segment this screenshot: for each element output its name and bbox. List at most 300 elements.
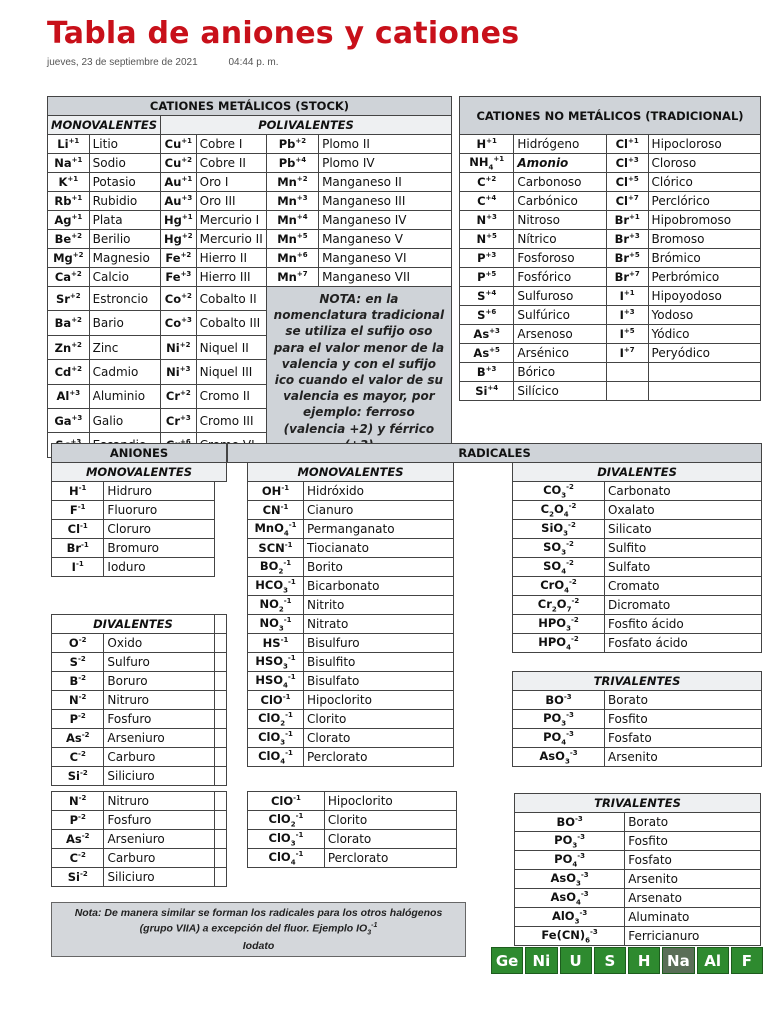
- ion-symbol: $S^{+6}$: [460, 306, 514, 325]
- ion-symbol: $Br^{+1}$: [606, 211, 648, 230]
- ion-symbol: $As^{+5}$: [460, 344, 514, 363]
- ion-symbol: $Zn^{+2}$: [48, 335, 90, 359]
- ion-name: Plomo IV: [319, 154, 452, 173]
- table-row: [52, 792, 227, 811]
- ion-symbol: $PO_4^{-3}$: [513, 729, 605, 748]
- post-time: 04:44 p. m.: [228, 57, 279, 68]
- ion-name: Manganeso VII: [319, 268, 452, 287]
- spacer: [454, 615, 513, 634]
- ion-name: Arsénico: [514, 344, 606, 363]
- ion-symbol: $HSO_4^{-1}$: [248, 672, 304, 691]
- ion-name: Aluminato: [625, 908, 761, 927]
- table-row: [228, 634, 762, 653]
- halogen-note-sup: -1: [371, 922, 378, 930]
- ion-name: Permanganato: [304, 520, 454, 539]
- ion-name: Rubidio: [89, 192, 160, 211]
- table-row: [515, 851, 761, 870]
- table-row: [228, 691, 762, 710]
- header-row: [52, 444, 227, 463]
- ion-name: Sulfito: [605, 539, 762, 558]
- ion-symbol: $Mn^{+4}$: [266, 211, 318, 230]
- spacer: [454, 653, 513, 672]
- logo-element-tile: Na: [662, 947, 694, 974]
- table-row: [460, 306, 761, 325]
- aniones-grid: [51, 443, 227, 786]
- page-title: Tabla de aniones y cationes: [47, 16, 520, 51]
- ion-name: Carbónico: [514, 192, 606, 211]
- cationes-metalicos-table: [47, 96, 452, 458]
- trivalentes-repeat-grid: [514, 793, 761, 946]
- ion-name: [648, 382, 760, 401]
- tri-label: TRIVALENTES: [513, 672, 762, 691]
- table-row: [460, 268, 761, 287]
- table-row: [52, 653, 227, 672]
- spacer: [52, 577, 227, 596]
- ion-name: Ferricianuro: [625, 927, 761, 946]
- spacer: [228, 672, 248, 691]
- ion-symbol: $Si^{+4}$: [460, 382, 514, 401]
- spacer-row: [52, 577, 227, 596]
- ion-name: Amonio: [514, 154, 606, 173]
- table-row: [52, 520, 227, 539]
- ion-symbol: $P^{+3}$: [460, 249, 514, 268]
- table-row: [515, 870, 761, 889]
- radicales-grid: [227, 443, 762, 767]
- ion-symbol: $BO_2^{-1}$: [248, 558, 304, 577]
- ion-name: Hidrógeno: [514, 135, 606, 154]
- ion-symbol: $H^{-1}$: [52, 482, 104, 501]
- ion-name: Peryódico: [648, 344, 760, 363]
- table-row: [48, 268, 452, 287]
- ion-symbol: $Si^{-2}$: [52, 868, 104, 887]
- spacer: [454, 501, 513, 520]
- ion-symbol: $O^{-2}$: [52, 634, 104, 653]
- table-row: [460, 363, 761, 382]
- halogen-note-sub: 3: [367, 929, 372, 937]
- ion-name: Nitruro: [104, 792, 215, 811]
- table-row: [52, 539, 227, 558]
- spacer: [214, 653, 226, 672]
- spacer: [454, 482, 513, 501]
- ion-symbol: $PO_3^{-3}$: [513, 710, 605, 729]
- spacer: [228, 729, 248, 748]
- ion-name: Arsenoso: [514, 325, 606, 344]
- mono-label: MONOVALENTES: [48, 116, 161, 135]
- ion-symbol: $SO_4^{-2}$: [513, 558, 605, 577]
- ion-name: Niquel III: [196, 360, 266, 384]
- ion-name: Plomo II: [319, 135, 452, 154]
- ion-symbol: $I^{-1}$: [52, 558, 104, 577]
- table-row: [460, 344, 761, 363]
- ion-name: Cromo II: [196, 384, 266, 408]
- table-row: [52, 634, 227, 653]
- ion-symbol: $BO^{-3}$: [513, 691, 605, 710]
- ion-symbol: $As^{-2}$: [52, 830, 104, 849]
- cationes-no-metalicos-grid: [459, 96, 761, 401]
- table-row: [48, 230, 452, 249]
- header-row: [460, 97, 761, 135]
- ion-name: Estroncio: [89, 287, 160, 311]
- ion-name: Oxido: [104, 634, 215, 653]
- spacer: [454, 463, 513, 482]
- ion-name: Manganeso IV: [319, 211, 452, 230]
- ion-name: Arsenito: [625, 870, 761, 889]
- ion-symbol: $Fe^{+3}$: [161, 268, 197, 287]
- ion-symbol: $Fe(CN)_6^{-3}$: [515, 927, 625, 946]
- ion-symbol: $HCO_3^{-1}$: [248, 577, 304, 596]
- di-label: DIVALENTES: [513, 463, 762, 482]
- spacer: [214, 634, 226, 653]
- spacer-row: [52, 596, 227, 615]
- ion-name: Cadmio: [89, 360, 160, 384]
- ion-symbol: $Si^{-2}$: [52, 767, 104, 786]
- ion-symbol: [606, 382, 648, 401]
- subheader-row: [52, 615, 227, 634]
- spacer: [228, 501, 248, 520]
- ion-symbol: $B^{+3}$: [460, 363, 514, 382]
- ion-symbol: ClO$_3^{-1}$: [248, 729, 304, 748]
- ion-name: Arsenato: [625, 889, 761, 908]
- table-title: ANIONES: [52, 444, 227, 463]
- table-row: [52, 710, 227, 729]
- ion-symbol: $HPO_3^{-2}$: [513, 615, 605, 634]
- table-row: [228, 710, 762, 729]
- ion-name: Siliciuro: [104, 868, 215, 887]
- ion-name: Nitrato: [304, 615, 454, 634]
- ion-symbol: $Cr^{+3}$: [161, 409, 197, 433]
- table-row: [248, 830, 457, 849]
- spacer: [214, 792, 226, 811]
- spacer: [454, 520, 513, 539]
- cationes-metalicos-grid: [47, 96, 452, 458]
- table-row: [228, 748, 762, 767]
- table-row: [48, 154, 452, 173]
- ion-symbol: $Ni^{+2}$: [161, 335, 197, 359]
- aniones-repeat-table: [51, 791, 227, 887]
- spacer: [214, 830, 226, 849]
- ion-symbol: $Cd^{+2}$: [48, 360, 90, 384]
- ion-symbol: $N^{+5}$: [460, 230, 514, 249]
- ion-name: Sulfuro: [104, 653, 215, 672]
- ion-symbol: $As^{-2}$: [52, 729, 104, 748]
- ion-symbol: $Ni^{+3}$: [161, 360, 197, 384]
- ion-symbol: $Rb^{+1}$: [48, 192, 90, 211]
- spacer: [454, 539, 513, 558]
- subheader-row: [48, 116, 452, 135]
- table-row: [52, 868, 227, 887]
- ion-symbol: $Fe^{+2}$: [161, 249, 197, 268]
- ion-symbol: $I^{+5}$: [606, 325, 648, 344]
- ion-symbol: $Br^{+7}$: [606, 268, 648, 287]
- table-row: [515, 927, 761, 946]
- ion-symbol: $PO_3^{-3}$: [515, 832, 625, 851]
- ion-name: Fosfuro: [104, 710, 215, 729]
- logo-element-tile: Ge: [491, 947, 523, 974]
- spacer: [214, 811, 226, 830]
- post-date: jueves, 23 de septiembre de 2021: [47, 57, 198, 68]
- ion-name: Cloroso: [648, 154, 760, 173]
- cationes-no-metalicos-table: [459, 96, 761, 401]
- ion-symbol: $Co^{+2}$: [161, 287, 197, 311]
- ion-name: Manganeso V: [319, 230, 452, 249]
- ion-symbol: $Mg^{+2}$: [48, 249, 90, 268]
- ion-name: Yodoso: [648, 306, 760, 325]
- ion-symbol: AsO$_4^{-3}$: [515, 889, 625, 908]
- spacer: [228, 482, 248, 501]
- table-row: [228, 501, 762, 520]
- ion-symbol: $Cl^{+5}$: [606, 173, 648, 192]
- spacer: [214, 710, 226, 729]
- ion-symbol: $NH_4^{+1}$: [460, 154, 514, 173]
- ion-symbol: $I^{+1}$: [606, 287, 648, 306]
- ion-symbol: AsO$_3^{-3}$: [513, 748, 605, 767]
- ion-symbol: $Cr_2O_7^{-2}$: [513, 596, 605, 615]
- ion-name: Cianuro: [304, 501, 454, 520]
- ion-symbol: $Cl^{+7}$: [606, 192, 648, 211]
- ion-name: Plata: [89, 211, 160, 230]
- table-title: CATIONES NO METÁLICOS (TRADICIONAL): [460, 97, 761, 135]
- ion-name: Fosfato ácido: [605, 634, 762, 653]
- ion-name: Oro III: [196, 192, 266, 211]
- table-row: [52, 672, 227, 691]
- ion-name: Cromo III: [196, 409, 266, 433]
- ion-name: Clorito: [304, 710, 454, 729]
- table-row: [228, 520, 762, 539]
- di-label: DIVALENTES: [52, 615, 215, 634]
- ion-symbol: [606, 363, 648, 382]
- ion-symbol: $Hg^{+1}$: [161, 211, 197, 230]
- ion-name: Nitrito: [304, 596, 454, 615]
- table-row: [460, 154, 761, 173]
- spacer: [214, 539, 226, 558]
- ion-name: Manganeso II: [319, 173, 452, 192]
- ion-name: Hipoclorito: [324, 792, 456, 811]
- spacer: [454, 596, 513, 615]
- ion-name: Hidruro: [104, 482, 215, 501]
- ion-symbol: $Pb^{+2}$: [266, 135, 318, 154]
- ion-symbol: $B^{-2}$: [52, 672, 104, 691]
- spacer: [214, 615, 226, 634]
- ion-name: Perclorato: [324, 849, 456, 868]
- ion-symbol: ClO$_2^{-1}$: [248, 811, 325, 830]
- ion-name: Hipoyodoso: [648, 287, 760, 306]
- table-row: [460, 249, 761, 268]
- spacer: [228, 653, 248, 672]
- ion-symbol: $I^{+7}$: [606, 344, 648, 363]
- ion-name: Bromuro: [104, 539, 215, 558]
- ion-symbol: CrO$_4^{-2}$: [513, 577, 605, 596]
- ion-symbol: ClO$^{-1}$: [248, 691, 304, 710]
- table-row: [228, 539, 762, 558]
- ion-symbol: $SCN^{-1}$: [248, 539, 304, 558]
- ion-name: Oro I: [196, 173, 266, 192]
- spacer: [228, 691, 248, 710]
- ion-symbol: $Ba^{+2}$: [48, 311, 90, 335]
- ion-name: Bórico: [514, 363, 606, 382]
- ion-symbol: $K^{+1}$: [48, 173, 90, 192]
- spacer: [214, 520, 226, 539]
- ion-name: Perclorato: [304, 748, 454, 767]
- ion-name: Cobalto II: [196, 287, 266, 311]
- table-row: [52, 767, 227, 786]
- ion-symbol: $Cl^{-1}$: [52, 520, 104, 539]
- table-row: [228, 615, 762, 634]
- logo-element-tile: Al: [697, 947, 729, 974]
- radicales-table: [227, 443, 761, 767]
- table-row: [52, 830, 227, 849]
- table-row: [515, 908, 761, 927]
- ion-name: Bario: [89, 311, 160, 335]
- ion-name: Mercurio I: [196, 211, 266, 230]
- ion-name: Brómico: [648, 249, 760, 268]
- ion-symbol: $NO_2^{-1}$: [248, 596, 304, 615]
- table-row: [515, 889, 761, 908]
- ion-symbol: AlO$_3^{-3}$: [515, 908, 625, 927]
- ion-name: Bisulfito: [304, 653, 454, 672]
- ion-symbol: $P^{-2}$: [52, 811, 104, 830]
- logo-element-tile: S: [594, 947, 626, 974]
- ion-name: Carburo: [104, 748, 215, 767]
- ion-symbol: $OH^{-1}$: [248, 482, 304, 501]
- table-row: [460, 230, 761, 249]
- spacer: [228, 634, 248, 653]
- ion-symbol: $C^{-2}$: [52, 849, 104, 868]
- table-row: [52, 691, 227, 710]
- ion-name: Ioduro: [104, 558, 215, 577]
- ion-symbol: $Br^{+5}$: [606, 249, 648, 268]
- ion-name: Bromoso: [648, 230, 760, 249]
- logo-element-tile: F: [731, 947, 763, 974]
- spacer: [454, 748, 513, 767]
- spacer: [513, 653, 762, 672]
- ion-name: Fosfito: [625, 832, 761, 851]
- ion-name: Oxalato: [605, 501, 762, 520]
- ion-name: Carbonato: [605, 482, 762, 501]
- spacer: [454, 710, 513, 729]
- table-row: [460, 211, 761, 230]
- table-row: [52, 482, 227, 501]
- ion-name: Magnesio: [89, 249, 160, 268]
- ion-symbol: $C^{+2}$: [460, 173, 514, 192]
- spacer: [214, 482, 226, 501]
- ion-name: Bisulfato: [304, 672, 454, 691]
- ion-symbol: $C^{-2}$: [52, 748, 104, 767]
- ion-symbol: $C^{+4}$: [460, 192, 514, 211]
- ion-symbol: $Au^{+3}$: [161, 192, 197, 211]
- radicales-repeat-grid: [247, 791, 457, 868]
- spacer: [454, 634, 513, 653]
- logo-element-tile: U: [560, 947, 592, 974]
- mono-label: MONOVALENTES: [248, 463, 454, 482]
- ion-symbol: $Ag^{+1}$: [48, 211, 90, 230]
- ion-symbol: $Mn^{+2}$: [266, 173, 318, 192]
- ion-name: Sulfuroso: [514, 287, 606, 306]
- table-row: [228, 596, 762, 615]
- ion-symbol: $Ga^{+3}$: [48, 409, 90, 433]
- poly-label: POLIVALENTES: [161, 116, 452, 135]
- genius-logo: [491, 947, 763, 974]
- ion-symbol: $Li^{+1}$: [48, 135, 90, 154]
- ion-symbol: $Mn^{+3}$: [266, 192, 318, 211]
- ion-name: Fosfato: [625, 851, 761, 870]
- ion-name: Hierro II: [196, 249, 266, 268]
- spacer: [214, 868, 226, 887]
- ion-name: Dicromato: [605, 596, 762, 615]
- ion-symbol: $N^{-2}$: [52, 691, 104, 710]
- ion-name: Fosfato: [605, 729, 762, 748]
- ion-name: Borato: [625, 813, 761, 832]
- ion-name: Silícico: [514, 382, 606, 401]
- ion-name: Nítrico: [514, 230, 606, 249]
- table-row: [460, 325, 761, 344]
- ion-symbol: $Cl^{+3}$: [606, 154, 648, 173]
- ion-symbol: $Br^{-1}$: [52, 539, 104, 558]
- ion-name: Manganeso VI: [319, 249, 452, 268]
- spacer: [214, 849, 226, 868]
- ion-symbol: $Cr^{+2}$: [161, 384, 197, 408]
- ion-name: Arsenito: [605, 748, 762, 767]
- ion-name: Bicarbonato: [304, 577, 454, 596]
- ion-name: Potasio: [89, 173, 160, 192]
- table-title: RADICALES: [228, 444, 762, 463]
- post-meta: [47, 57, 278, 68]
- ion-symbol: $As^{+3}$: [460, 325, 514, 344]
- table-row: [52, 501, 227, 520]
- ion-symbol: $Mn^{+5}$: [266, 230, 318, 249]
- ion-symbol: $PO_4^{-3}$: [515, 851, 625, 870]
- halogen-note-tail: Iodato: [242, 939, 275, 952]
- ion-symbol: AsO$_3^{-3}$: [515, 870, 625, 889]
- ion-name: Arseniuro: [104, 729, 215, 748]
- ion-name: Perclórico: [648, 192, 760, 211]
- ion-symbol: $F^{-1}$: [52, 501, 104, 520]
- ion-name: Silicato: [605, 520, 762, 539]
- table-row: [48, 211, 452, 230]
- ion-name: Mercurio II: [196, 230, 266, 249]
- ion-name: Sodio: [89, 154, 160, 173]
- table-row: [52, 849, 227, 868]
- ion-symbol: $Cu^{+2}$: [161, 154, 197, 173]
- spacer: [454, 577, 513, 596]
- aniones-table: [51, 443, 227, 786]
- ion-symbol: $Cl^{+1}$: [606, 135, 648, 154]
- ion-name: Nitruro: [104, 691, 215, 710]
- ion-name: Arseniuro: [104, 830, 215, 849]
- ion-symbol: $Mn^{+6}$: [266, 249, 318, 268]
- table-row: [228, 577, 762, 596]
- ion-symbol: ClO$_3^{-1}$: [248, 830, 325, 849]
- table-row: [248, 849, 457, 868]
- ion-symbol: $Hg^{+2}$: [161, 230, 197, 249]
- logo-element-tile: Ni: [525, 947, 557, 974]
- logo-element-tile: H: [628, 947, 660, 974]
- ion-name: Nitroso: [514, 211, 606, 230]
- spacer: [228, 463, 248, 482]
- tri-label: TRIVALENTES: [515, 794, 761, 813]
- ion-name: Fluoruro: [104, 501, 215, 520]
- ion-symbol: $NO_3^{-1}$: [248, 615, 304, 634]
- ion-name: Litio: [89, 135, 160, 154]
- table-row: [52, 748, 227, 767]
- table-row: [52, 729, 227, 748]
- ion-name: Fosfórico: [514, 268, 606, 287]
- spacer: [454, 729, 513, 748]
- subheader-row: [515, 794, 761, 813]
- ion-symbol: MnO$_4^{-1}$: [248, 520, 304, 539]
- ion-name: Clorato: [324, 830, 456, 849]
- radicales-repeat-table: [247, 791, 457, 868]
- ion-symbol: $Br^{+3}$: [606, 230, 648, 249]
